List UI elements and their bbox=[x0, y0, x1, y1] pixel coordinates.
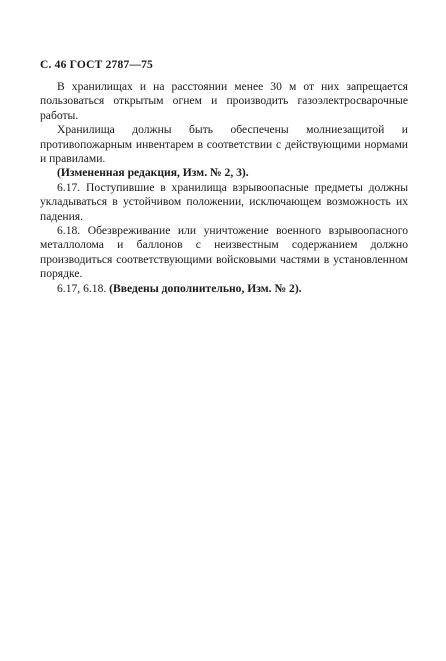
paragraph-lead: 6.17, 6.18. bbox=[57, 281, 110, 295]
paragraph-6-17 bbox=[40, 181, 408, 224]
paragraph-6-18 bbox=[40, 224, 408, 282]
paragraph-lightning-protection bbox=[40, 123, 408, 166]
paragraph-added-note bbox=[40, 282, 408, 296]
paragraph-amendment-note bbox=[40, 166, 408, 180]
paragraph-text: Хранилища должны быть обеспечены молниезащитой и противопожарным инвентарем в соответствии с действующими нормами и правилами. bbox=[40, 123, 408, 166]
paragraph-text: 6.18. Обезвреживание или уничтожение военного взрывоопасного металлолома и баллонов с неизвестным содержанием должно производиться соответствующими войсковыми частями в установленном порядке. bbox=[40, 224, 408, 281]
paragraph-fire-safety bbox=[40, 80, 408, 123]
paragraph-text: В хранилищах и на расстоянии менее 30 м от них запрещается пользоваться открытым огнем и производить газоэлектросварочные работы. bbox=[40, 80, 408, 122]
amendment-note: (Измененная редакция, Изм. № 2, 3). bbox=[57, 166, 249, 180]
paragraph-text: 6.17. Поступившие в хранилища взрывоопасные предметы должны укладываться в устойчивом положении, исключающем возможность их падения. bbox=[40, 180, 408, 223]
added-note: (Введены дополнительно, Изм. № 2). bbox=[109, 281, 302, 295]
document-body bbox=[40, 80, 408, 296]
page-header: С. 46 ГОСТ 2787—75 bbox=[40, 59, 153, 71]
